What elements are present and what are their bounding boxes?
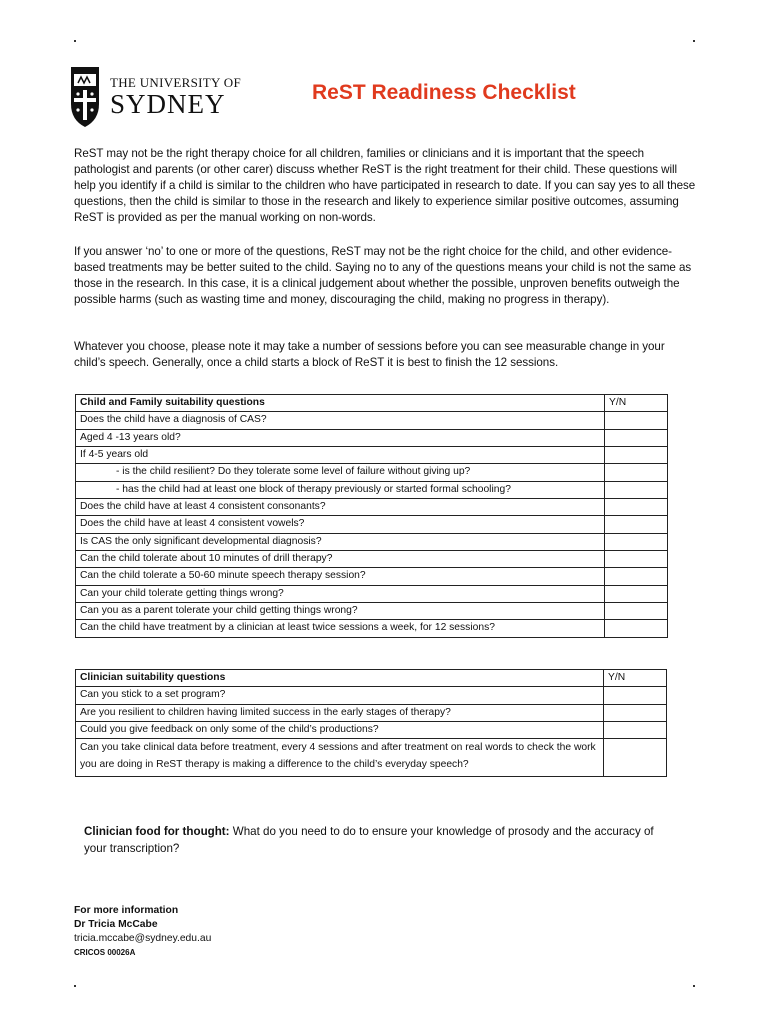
question: Can your child tolerate getting things wrong? [76, 585, 605, 602]
answer-cell[interactable] [604, 722, 667, 739]
crest-icon [70, 66, 100, 128]
answer-cell[interactable] [605, 603, 668, 620]
answer-cell[interactable] [605, 585, 668, 602]
university-logo [70, 66, 241, 128]
logo-line1: THE UNIVERSITY OF [110, 75, 241, 90]
footer [74, 904, 211, 960]
question: Can you take clinical data before treatment, every 4 sessions and after treatment on real words to check the work you are doing in ReST therapy is making a difference to the child’s everyday speech? [76, 739, 604, 777]
page-title: ReST Readiness Checklist [312, 81, 576, 104]
question: Can the child have treatment by a clinician at least twice sessions a week, for 12 sessions? [76, 620, 605, 637]
table-row [76, 429, 668, 446]
answer-cell[interactable] [605, 447, 668, 464]
answer-cell[interactable] [604, 739, 667, 777]
child-family-table [75, 394, 668, 638]
footer-cricos: CRICOS 00026A [74, 948, 136, 957]
table-row [76, 568, 668, 585]
clinician-table [75, 669, 667, 777]
question: Can you as a parent tolerate your child getting things wrong? [76, 603, 605, 620]
intro-paragraph-3: Whatever you choose, please note it may take a number of sessions before you can see measurable change in your child’s speech. Generally, once a child starts a block of ReST it is best to finish the 12 sessions. [74, 340, 665, 370]
answer-cell[interactable] [605, 499, 668, 516]
question: - has the child had at least one block of therapy previously or started formal schooling? [76, 481, 605, 498]
food-label: Clinician food for thought: [84, 825, 230, 838]
table-row [76, 533, 668, 550]
question: Does the child have a diagnosis of CAS? [76, 412, 605, 429]
logo-line2: SYDNEY [110, 89, 226, 119]
question: - is the child resilient? Do they tolerate some level of failure without giving up? [76, 464, 605, 481]
answer-cell[interactable] [604, 704, 667, 721]
table-header-row [76, 670, 667, 687]
table-row [76, 739, 667, 777]
table-row [76, 464, 668, 481]
table-header: Clinician suitability questions [76, 670, 604, 687]
table-header: Child and Family suitability questions [76, 395, 605, 412]
question: Can the child tolerate about 10 minutes of drill therapy? [76, 551, 605, 568]
footer-name: Dr Tricia McCabe [74, 919, 158, 930]
answer-cell[interactable] [605, 464, 668, 481]
crop-mark [74, 40, 76, 42]
table-row [76, 481, 668, 498]
answer-cell[interactable] [605, 533, 668, 550]
crop-mark [693, 40, 695, 42]
answer-cell[interactable] [605, 481, 668, 498]
yn-header: Y/N [605, 395, 668, 412]
question: Does the child have at least 4 consistent consonants? [76, 499, 605, 516]
question: Could you give feedback on only some of the child’s productions? [76, 722, 604, 739]
crop-mark [74, 985, 76, 987]
answer-cell[interactable] [605, 551, 668, 568]
crop-mark [693, 985, 695, 987]
answer-cell[interactable] [605, 429, 668, 446]
intro-paragraph-1: ReST may not be the right therapy choice for all children, families or clinicians and it is important that the speech pathologist and parents (or other carer) discuss whether ReST is the right treatment for their child. These questions will help you identify if a child is similar to the children who have participated in research to date. If you can say yes to all these questions, then the child is similar to those in the research and likely to experience similar positive outcomes, assuming ReST is provided as per the manual working on non-words. [74, 147, 696, 225]
table-row [76, 412, 668, 429]
question: Are you resilient to children having limited success in the early stages of therapy? [76, 704, 604, 721]
footer-heading: For more information [74, 905, 179, 916]
answer-cell[interactable] [605, 516, 668, 533]
table-row [76, 722, 667, 739]
table-row [76, 620, 668, 637]
table-row [76, 447, 668, 464]
answer-cell[interactable] [605, 412, 668, 429]
question: Can the child tolerate a 50-60 minute speech therapy session? [76, 568, 605, 585]
food-text: What do you need to do to ensure your knowledge of prosody and the accuracy of your transcription? [84, 825, 654, 855]
table-row [76, 516, 668, 533]
answer-cell[interactable] [605, 568, 668, 585]
table-row [76, 687, 667, 704]
table-header-row [76, 395, 668, 412]
table-row [76, 551, 668, 568]
table-row [76, 499, 668, 516]
question: Is CAS the only significant developmental diagnosis? [76, 533, 605, 550]
answer-cell[interactable] [605, 620, 668, 637]
yn-header: Y/N [604, 670, 667, 687]
question: If 4-5 years old [76, 447, 605, 464]
food-for-thought [84, 823, 664, 857]
answer-cell[interactable] [604, 687, 667, 704]
table-row [76, 704, 667, 721]
intro-paragraph-2: If you answer ‘no’ to one or more of the questions, ReST may not be the right choice for the child, and other evidence-based treatments may be better suited to the child. Saying no to any of the questions means your child is not the same as those in the research. In this case, it is a clinical judgement about whether the possible, unproven benefits outweigh the possible harms (such as wasting time and money, discouraging the child, making no progress in therapy). [74, 245, 692, 307]
question: Aged 4 -13 years old? [76, 429, 605, 446]
question: Can you stick to a set program? [76, 687, 604, 704]
question: Does the child have at least 4 consistent vowels? [76, 516, 605, 533]
table-row [76, 585, 668, 602]
footer-email[interactable]: tricia.mccabe@sydney.edu.au [74, 933, 212, 944]
table-row [76, 603, 668, 620]
